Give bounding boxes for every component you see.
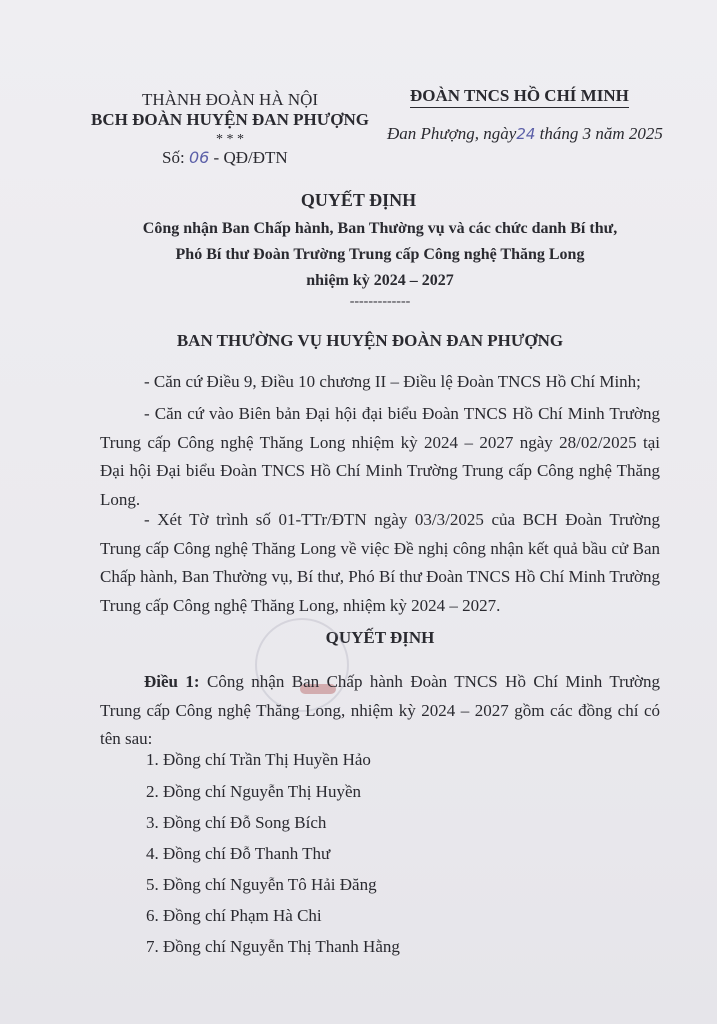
member-item: 2. Đồng chí Nguyễn Thị Huyền [146,782,361,801]
header-stars: * * * [216,132,244,147]
article-1-label: Điều 1: [144,672,200,691]
doc-subject-line-1: Công nhận Ban Chấp hành, Ban Thường vụ và các chức danh Bí thư, [142,220,618,237]
org-issuer: BCH ĐOÀN HUYỆN ĐAN PHƯỢNG [91,110,369,129]
basis-2: - Căn cứ vào Biên bản Đại hội đại biểu Đoàn TNCS Hồ Chí Minh Trường Trung cấp Công nghệ Thăng Long nhiệm kỳ 2024 – 2027 ngày 28/02/2025 tại Đại hội Đại biểu Đoàn TNCS Hồ Chí Minh Trường Trung cấp Công nghệ Thăng Long. [100,404,660,509]
basis-3: - Xét Tờ trình số 01-TTr/ĐTN ngày 03/3/2025 của BCH Đoàn Trường Trung cấp Công nghệ Thăng Long về việc Đề nghị công nhận kết quả bầu cử Ban Chấp hành, Ban Thường vụ, Bí thư, Phó Bí thư Đoàn TNCS Hồ Chí Minh Trường Trung cấp Công nghệ Thăng Long, nhiệm kỳ 2024 – 2027. [100,510,660,615]
member-item: 5. Đồng chí Nguyễn Tô Hải Đăng [146,875,377,894]
title-divider: ------------- [349,294,411,309]
doc-subject-line-2: Phó Bí thư Đoàn Trường Trung cấp Công nghệ Thăng Long [175,246,585,263]
date-prefix: Đan Phượng, ngày [387,124,517,143]
member-item: 1. Đồng chí Trần Thị Huyền Hảo [146,750,371,769]
basis-1: - Căn cứ Điều 9, Điều 10 chương II – Điều lệ Đoàn TNCS Hồ Chí Minh; [144,372,641,391]
doc-number-label: Số: [162,148,185,167]
doc-number-line [162,148,288,168]
decision-heading: QUYẾT ĐỊNH [325,628,435,647]
org-parent: THÀNH ĐOÀN HÀ NỘI [141,90,319,109]
member-item: 3. Đồng chí Đỗ Song Bích [146,813,327,832]
date-line [387,124,663,144]
doc-number-handwritten: 06 [188,148,210,167]
member-item: 7. Đồng chí Nguyễn Thị Thanh Hằng [146,937,400,956]
issuing-authority: BAN THƯỜNG VỤ HUYỆN ĐOÀN ĐAN PHƯỢNG [176,331,564,350]
article-1-text: Công nhận Ban Chấp hành Đoàn TNCS Hồ Chí Minh Trường Trung cấp Công nghệ Thăng Long, nhiệm kỳ 2024 – 2027 gồm các đồng chí có tên sau: [100,672,660,748]
doc-number-suffix: - QĐ/ĐTN [213,148,288,167]
date-suffix: tháng 3 năm 2025 [539,124,663,143]
member-item: 4. Đồng chí Đỗ Thanh Thư [146,844,331,863]
doc-subject-line-3: nhiệm kỳ 2024 – 2027 [306,272,454,289]
doc-title: QUYẾT ĐỊNH [300,190,417,210]
org-union: ĐOÀN TNCS HỒ CHÍ MINH [410,86,629,108]
date-day-handwritten: 24 [516,125,536,143]
member-item: 6. Đồng chí Phạm Hà Chi [146,906,322,925]
article-1 [100,668,660,754]
